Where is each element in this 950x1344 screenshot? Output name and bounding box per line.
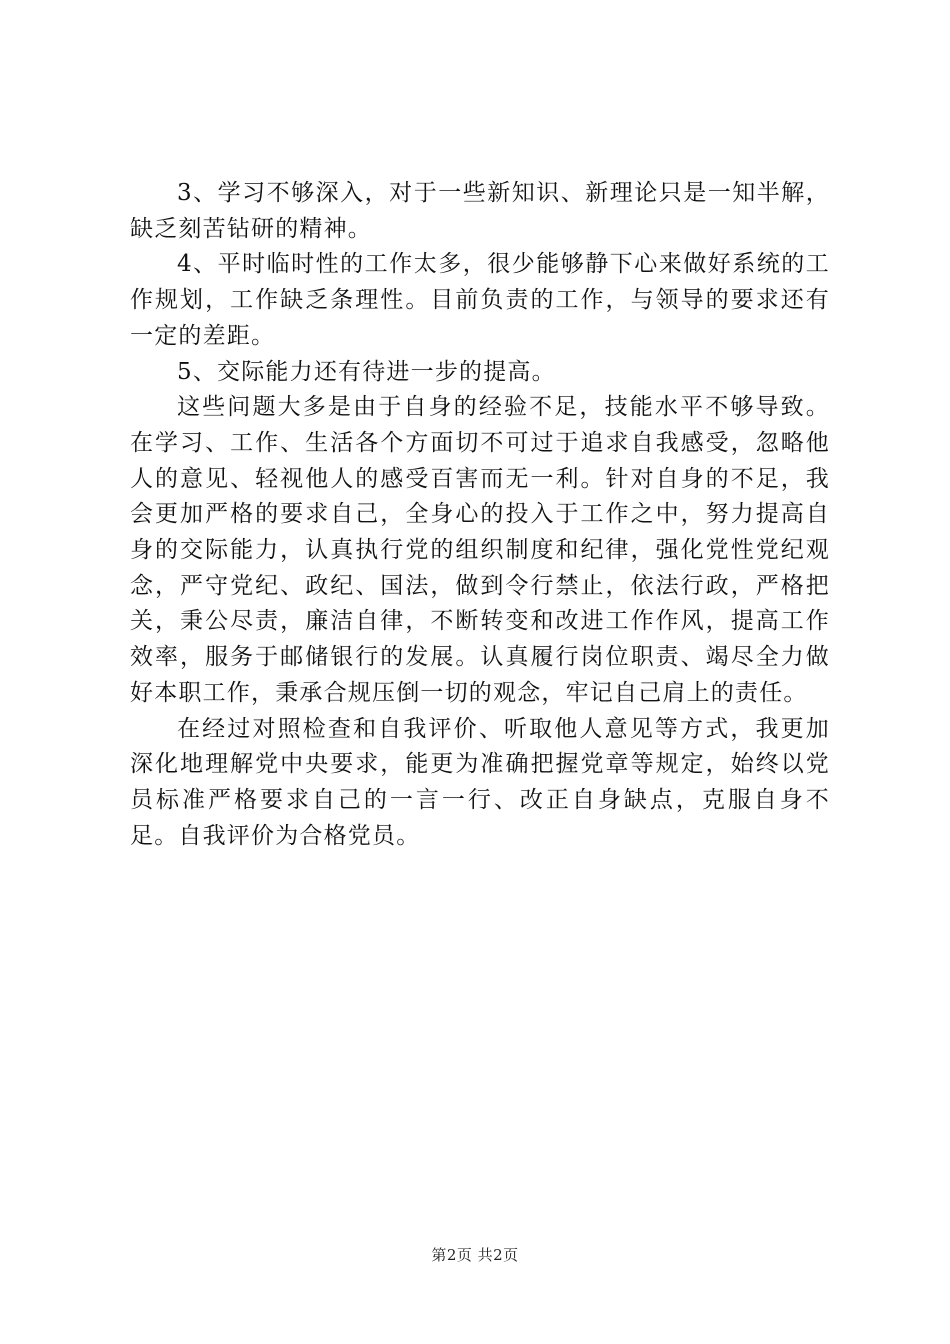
paragraph-problem-analysis: 这些问题大多是由于自身的经验不足，技能水平不够导致。在学习、工作、生活各个方面切不可过于追求自我感受，忽略他人的意见、轻视他人的感受百害而无一利。针对自身的不足，我会更加严格的要求自己，全身心的投入于工作之中，努力提高自身的交际能力，认真执行党的组织制度和纪律，强化党性党纪观念，严守党纪、政纪、国法，做到令行禁止，依法行政，严格把关，秉公尽责，廉洁自律，不断转变和改进工作作风，提高工作效率，服务于邮储银行的发展。认真履行岗位职责、竭尽全力做好本职工作，秉承合规压倒一切的观念，牢记自己肩上的责任。 [130,394,830,706]
paragraph-item-4: 4、平时临时性的工作太多，很少能够静下心来做好系统的工作规划，工作缺乏条理性。目前负责的工作，与领导的要求还有一定的差距。 [130,251,830,349]
paragraph-item-5: 5、交际能力还有待进一步的提高。 [177,358,556,385]
page-number-footer: 第2页 共2页 [431,1246,519,1264]
document-body [130,176,830,854]
paragraph-self-evaluation: 在经过对照检查和自我评价、听取他人意见等方式，我更加深化地理解党中央要求，能更为准确把握党章等规定，始终以党员标准严格要求自己的一言一行、改正自身缺点，克服自身不足。自我评价为合格党员。 [130,715,830,849]
paragraph-item-3: 3、学习不够深入，对于一些新知识、新理论只是一知半解，缺乏刻苦钻研的精神。 [130,180,830,242]
